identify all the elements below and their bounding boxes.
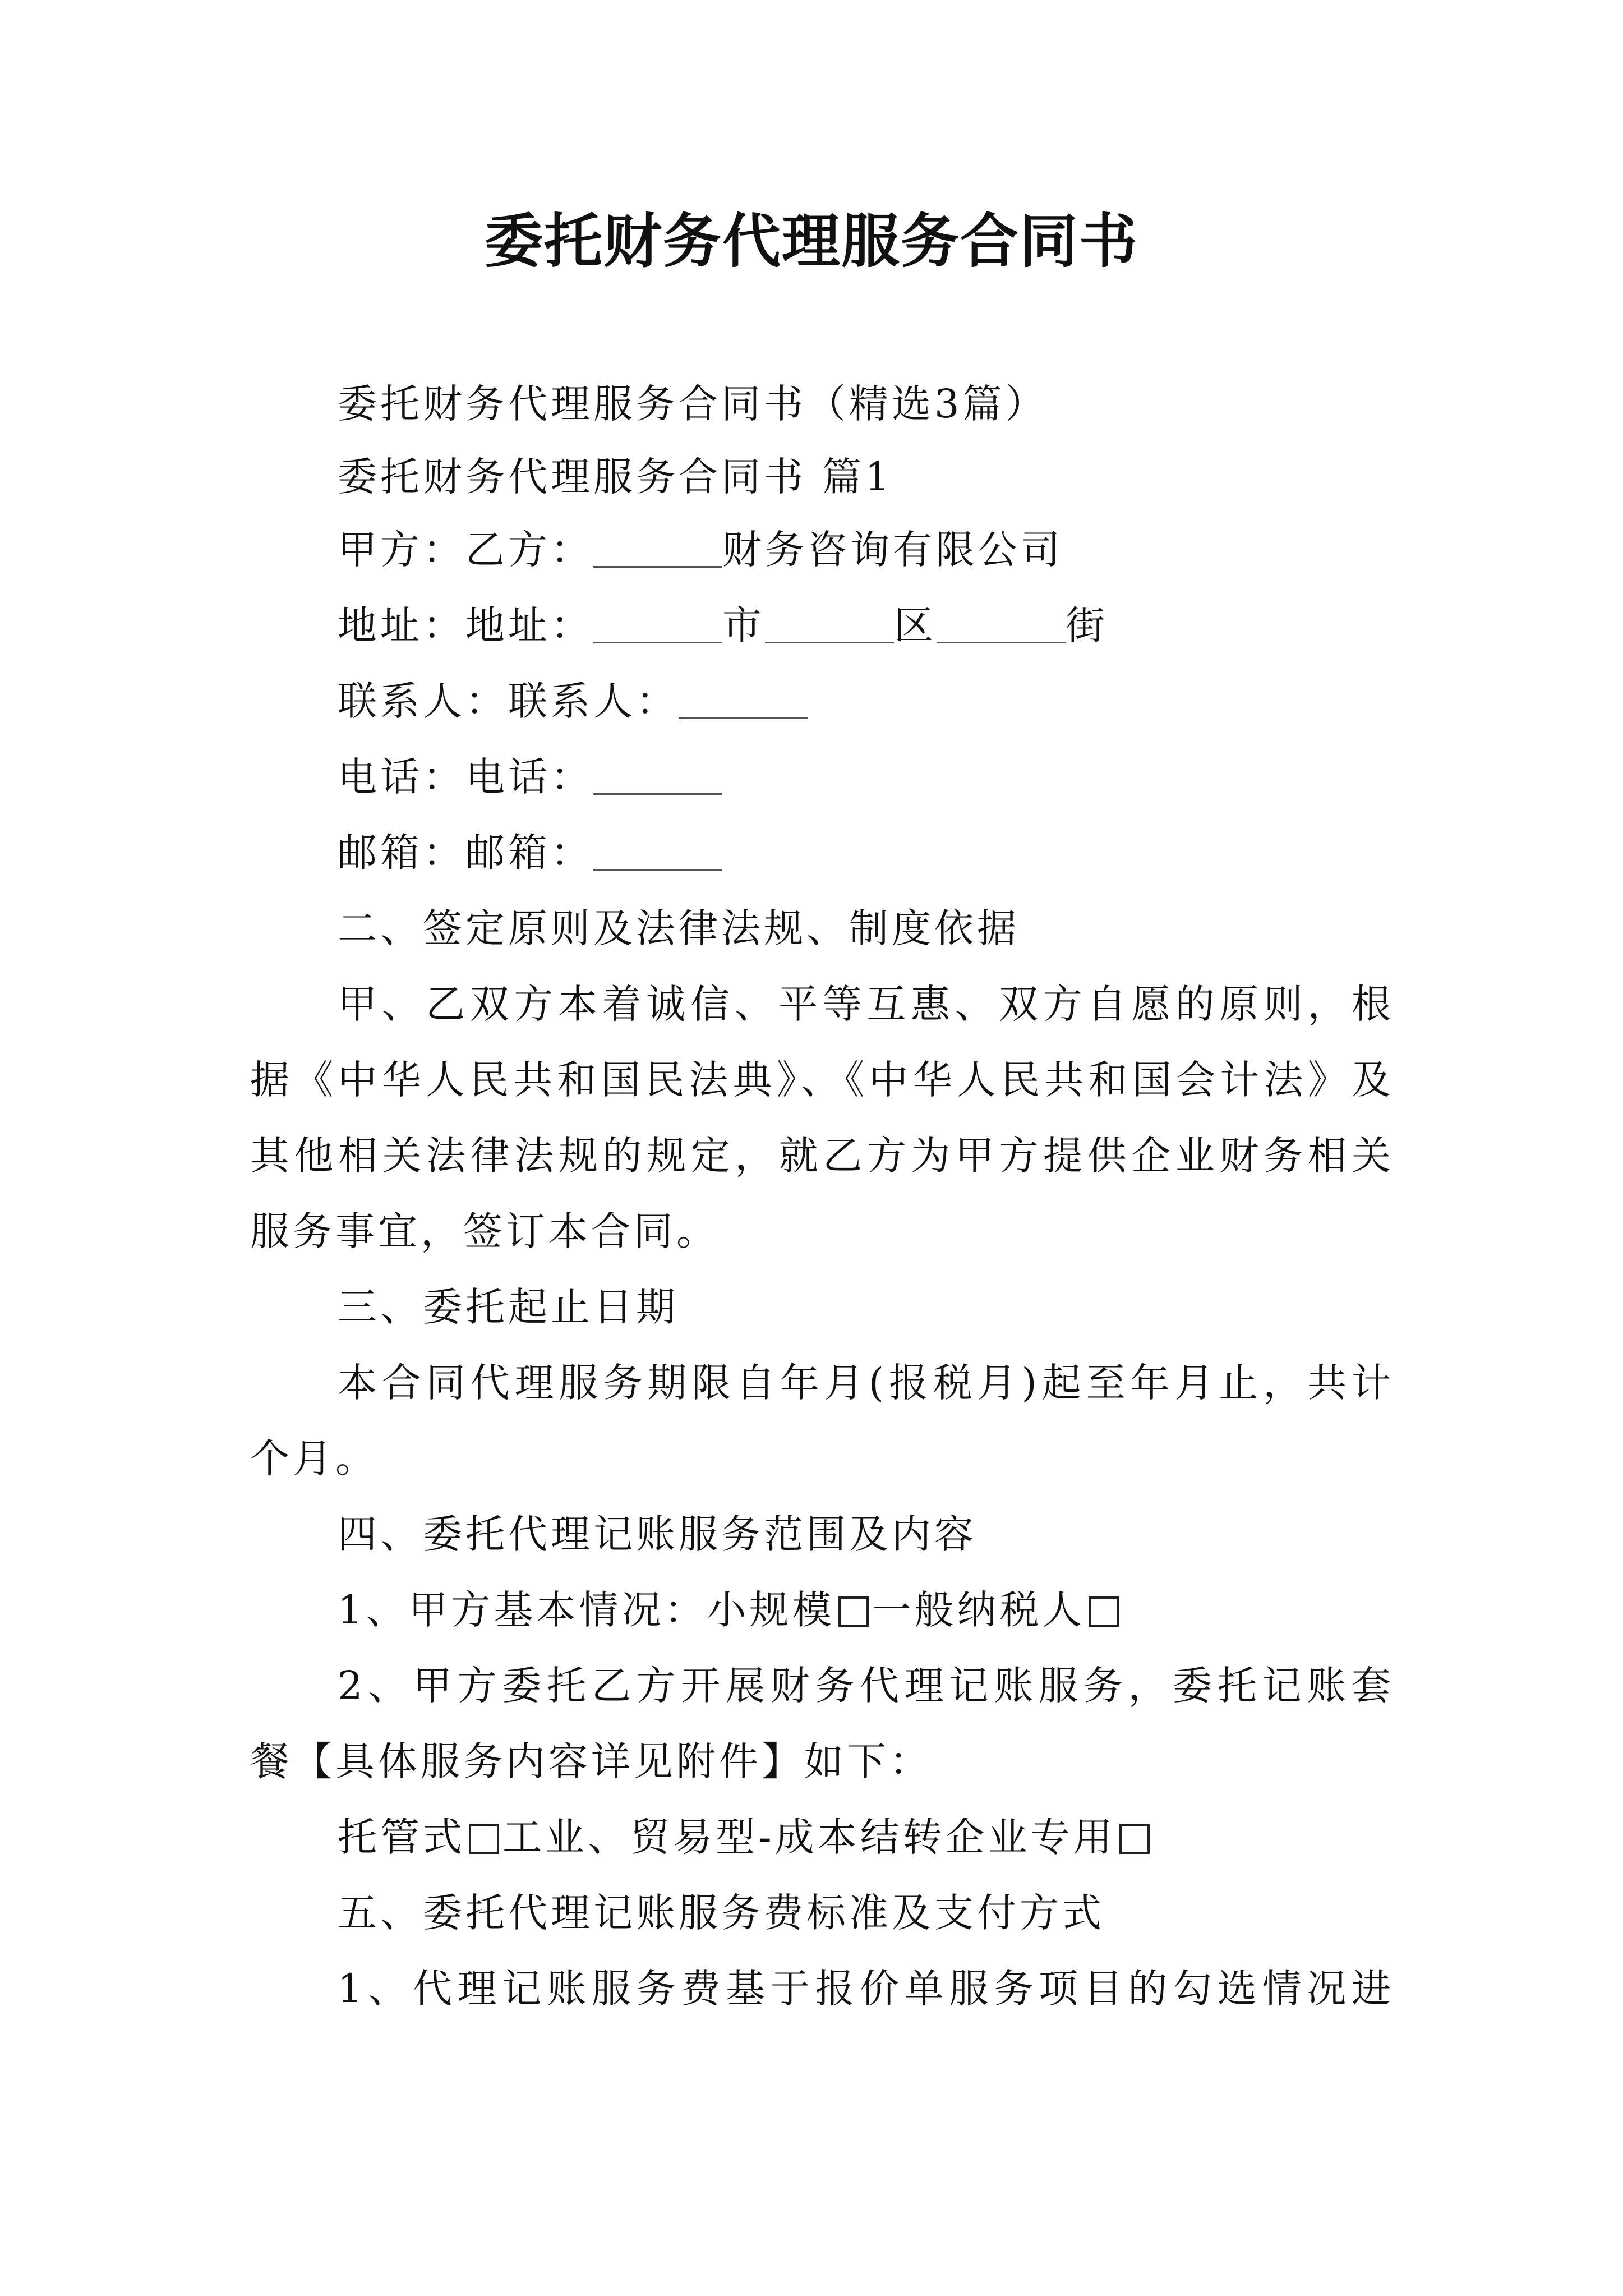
party-line [338, 522, 1394, 578]
small-scale-checkbox[interactable] [838, 1596, 869, 1627]
email-a-label: 邮箱： [338, 830, 465, 876]
sec2-paragraph-line-4: 服务事宜，签订本合同。 [250, 1208, 719, 1254]
contact-b-label: 联系人： [508, 678, 679, 724]
party-b-label: 乙方： [465, 527, 593, 573]
address-street: 街 [1066, 602, 1108, 648]
sec4-item1-prefix: 1、甲方基本情况：小规模 [338, 1587, 835, 1633]
sec4-item-2-line-1: 2、甲方委托乙方开展财务代理记账服务，委托记账套 [338, 1663, 1394, 1709]
contact-line [338, 673, 1394, 729]
sec2-paragraph-line-1: 甲、乙双方本着诚信、平等互惠、双方自愿的原则，根 [338, 981, 1394, 1027]
party-b-suffix: 财务咨询有限公司 [722, 527, 1063, 573]
document-title: 委托财务代理服务合同书 [484, 206, 1138, 275]
sec5-heading: 五、委托代理记账服务费标准及支付方式 [338, 1890, 1105, 1936]
sec4-item1-mid: 一般纳税人 [872, 1587, 1085, 1633]
address-b-label: 地址： [465, 602, 593, 648]
general-taxpayer-checkbox[interactable] [1089, 1596, 1119, 1627]
sec4-item-2-line-2: 餐【具体服务内容详见附件】如下： [250, 1738, 932, 1784]
sec4-heading: 四、委托代理记账服务范围及内容 [338, 1511, 977, 1557]
sec5-item-1-line-1: 1、代理记账服务费基于报价单服务项目的勾选情况进 [338, 1966, 1394, 2012]
sec4-item-1 [338, 1582, 1394, 1638]
address-city-blank [593, 608, 722, 643]
pkg-prefix: 托管式 [338, 1814, 465, 1860]
phone-line [338, 749, 1394, 805]
party-b-blank [593, 532, 722, 568]
section-heading: 委托财务代理服务合同书 篇1 [338, 454, 893, 500]
email-line [338, 825, 1394, 881]
contact-a-label: 联系人： [338, 678, 508, 724]
hosted-package-checkbox[interactable] [469, 1824, 499, 1854]
email-b-label: 邮箱： [465, 830, 593, 876]
address-city: 市 [722, 602, 765, 648]
subtitle: 委托财务代理服务合同书（精选3篇） [338, 381, 1048, 427]
address-street-blank [937, 608, 1066, 643]
sec4-package-line [338, 1809, 1394, 1865]
address-district-blank [765, 608, 894, 643]
industrial-trade-package-checkbox[interactable] [1119, 1824, 1150, 1854]
phone-b-label: 电话： [465, 754, 593, 800]
phone-blank [593, 760, 722, 795]
pkg-mid: 工业、贸易型-成本结转企业专用 [502, 1814, 1116, 1860]
sec3-heading: 三、委托起止日期 [338, 1284, 679, 1330]
sec3-paragraph-line-1: 本合同代理服务期限自年月(报税月)起至年月止，共计 [338, 1360, 1394, 1406]
sec3-paragraph-line-2: 个月。 [250, 1435, 378, 1481]
sec2-paragraph-line-2: 据《中华人民共和国民法典》、《中华人民共和国会计法》及 [250, 1057, 1394, 1103]
phone-a-label: 电话： [338, 754, 465, 800]
address-district: 区 [894, 602, 937, 648]
address-line [338, 597, 1394, 654]
address-a-label: 地址： [338, 602, 465, 648]
email-blank [593, 835, 722, 871]
sec2-heading: 二、签定原则及法律法规、制度依据 [338, 905, 1020, 951]
sec2-paragraph-line-3: 其他相关法律法规的规定，就乙方为甲方提供企业财务相关 [250, 1133, 1394, 1179]
contact-blank [679, 684, 808, 719]
party-a-label: 甲方： [338, 527, 465, 573]
